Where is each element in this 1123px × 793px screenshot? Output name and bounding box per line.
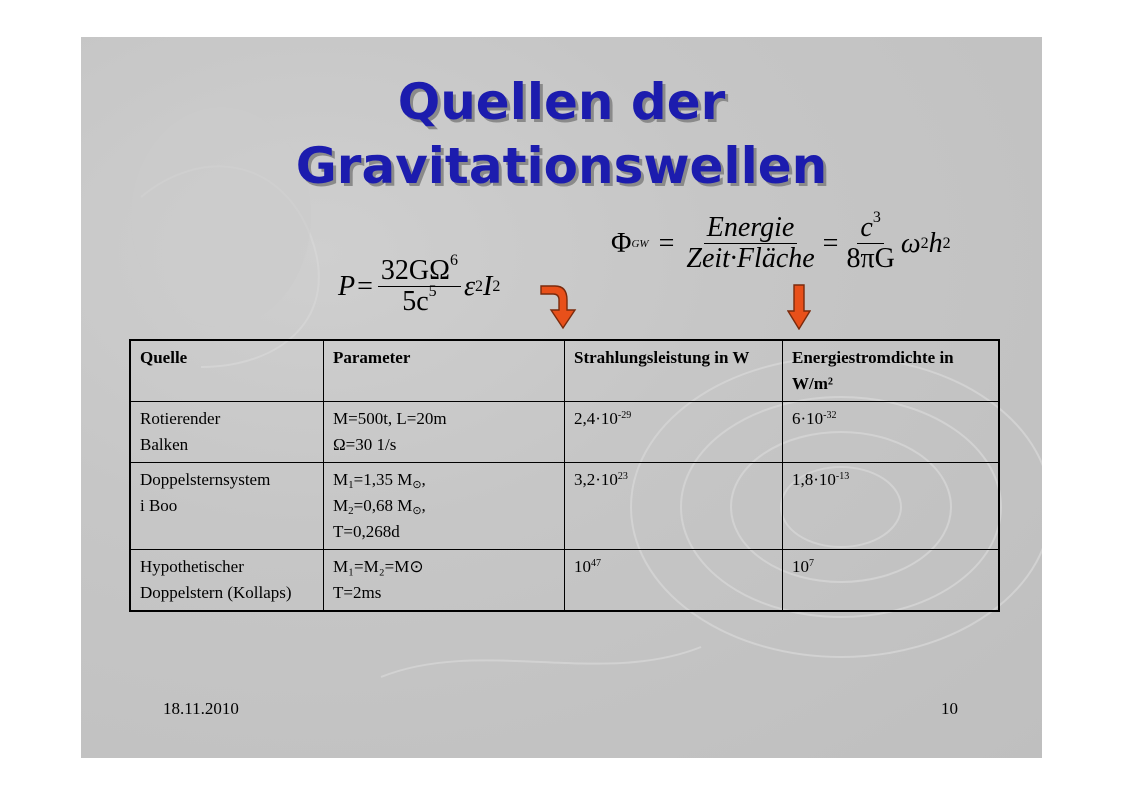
fraction-c3 — [843, 209, 897, 274]
cell-leistung: $10^{47}$ — [565, 550, 783, 612]
title-line-1: Quellen der — [397, 73, 726, 131]
cell-quelle: Doppelsternsystem i Boo — [130, 463, 324, 550]
equals-sign: = — [658, 227, 675, 259]
sources-table — [129, 339, 1000, 612]
header-parameter: Parameter — [324, 340, 565, 402]
table-row — [130, 463, 999, 550]
fraction-power-denominator: $5c^5$ — [402, 283, 437, 317]
fraction-energy-numerator: Energie — [704, 213, 798, 244]
equals-sign: = — [822, 227, 839, 259]
cell-dichte: $6\cdot 10^{-32}$ — [783, 402, 1000, 463]
table-row — [130, 402, 999, 463]
p-symbol: P — [338, 270, 356, 302]
cell-quelle: Rotierender Balken — [130, 402, 324, 463]
fraction-c3-denominator: 8πG — [846, 243, 895, 274]
cell-dichte: $1,8\cdot 10^{-13}$ — [783, 463, 1000, 550]
fraction-energy-denominator: Zeit·Fläche — [686, 243, 815, 274]
cell-parameter: M₁=M₂=M⊙ T=2ms — [324, 550, 565, 612]
down-arrow-icon — [787, 284, 811, 330]
cell-leistung: $3,2\cdot 10^{23}$ — [565, 463, 783, 550]
sources-table-wrapper — [129, 339, 1000, 612]
header-quelle: Quelle — [130, 340, 324, 402]
footer-date: 18.11.2010 — [163, 699, 239, 718]
cell-parameter: M=500t, L=20m Ω=30 1/s — [324, 402, 565, 463]
slide-title — [81, 70, 1042, 198]
table-header-row — [130, 340, 999, 402]
fraction-energy — [683, 213, 817, 274]
page-number: 10 — [941, 699, 958, 718]
curved-arrow-icon — [539, 282, 579, 330]
cell-parameter: $M_1=1,35$ $M_⊙$, $M_2=0,68$ $M_⊙$, T=0,268d — [324, 463, 565, 550]
table-row — [130, 550, 999, 612]
fraction-power-numerator: $32G\Omega^6$ — [378, 256, 461, 287]
formula-radiated-power: P = $\frac{32G\Omega^6}{5c^5}$ ε 2 I 2 — [338, 252, 501, 317]
cell-dichte: $10^7$ — [783, 550, 1000, 612]
i-term: I — [482, 270, 493, 302]
slide — [81, 37, 1042, 758]
phi-symbol: Φ — [611, 227, 632, 259]
fraction-c3-numerator: $c^3$ — [857, 213, 883, 244]
title-line-2: Gravitationswellen — [295, 137, 828, 195]
formula-energy-flux: Φ GW = $\frac{\text{Energie}}{\text{Zeit·Fläche}}$ = $\frac{c^3}{8\pi G}$ ω 2 h 2 — [611, 209, 951, 274]
cell-leistung: $2,4\cdot 10^{-29}$ — [565, 402, 783, 463]
header-strahlungsleistung: Strahlungsleistung in W — [565, 340, 783, 402]
h-term: h — [928, 227, 943, 259]
header-energiestromdichte: Energiestromdichte in W/m² — [783, 340, 1000, 402]
epsilon-term: ε — [463, 270, 475, 302]
cell-quelle: Hypothetischer Doppelstern (Kollaps) — [130, 550, 324, 612]
equals-sign: = — [357, 270, 373, 302]
omega-term: ω — [900, 227, 921, 259]
